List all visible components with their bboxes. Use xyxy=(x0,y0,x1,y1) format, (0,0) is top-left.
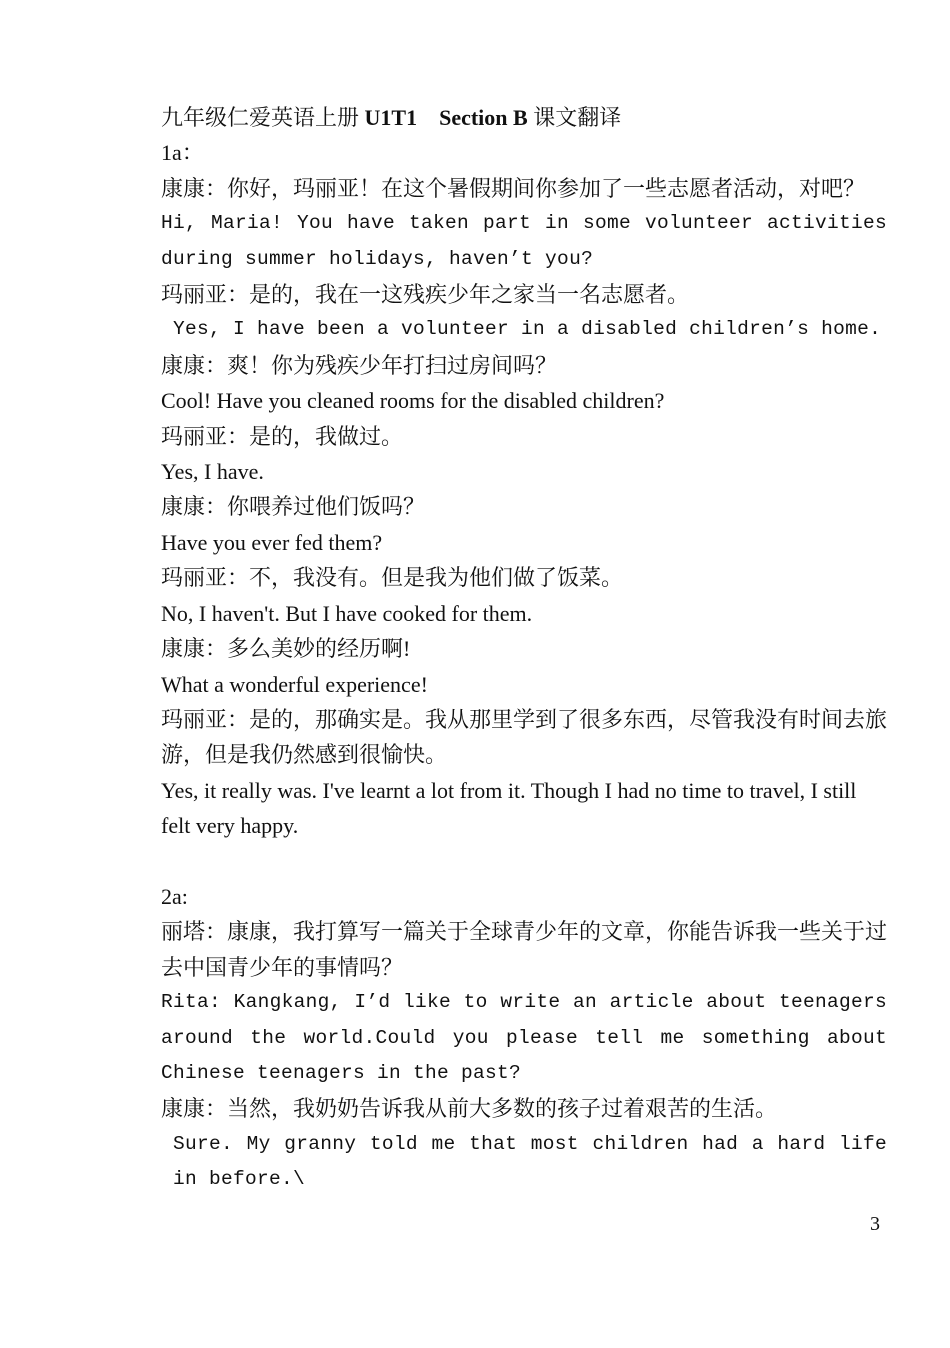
page-number: 3 xyxy=(870,1213,880,1235)
chinese-line: 康康：爽！你为残疾少年打扫过房间吗？ xyxy=(161,352,558,378)
chinese-line: 康康：当然，我奶奶告诉我从前大多数的孩子过着艰苦的生活。 xyxy=(161,1096,778,1122)
english-line: Cool! Have you cleaned rooms for the disabled children? xyxy=(161,388,665,414)
english-line: Yes, it really was. I've learnt a lot from it. Though I had no time to travel, I still felt very happy. xyxy=(161,777,857,839)
chinese-line: 玛丽亚：不，我没有。但是我为他们做了饭菜。 xyxy=(161,565,624,591)
document-body xyxy=(161,100,887,1198)
section-label: 1a： xyxy=(161,140,204,166)
english-line: Yes, I have. xyxy=(161,459,264,485)
english-line: What a wonderful experience! xyxy=(161,671,428,697)
english-line: Rita: Kangkang, I’d like to write an article about teenagers around the world.Could you please tell me something about Chinese teenagers in the past? xyxy=(161,991,887,1084)
english-line: No, I haven't. But I have cooked for them. xyxy=(161,600,533,626)
chinese-line: 康康：多么美妙的经历啊! xyxy=(161,636,411,662)
chinese-line: 康康：你喂养过他们饭吗？ xyxy=(161,494,426,520)
title-bold: U1T1 Section B xyxy=(364,105,528,130)
title-prefix: 九年级仁爱英语上册 xyxy=(161,105,365,130)
chinese-line: 康康：你好，玛丽亚！在这个暑假期间你参加了一些志愿者活动，对吧？ xyxy=(161,175,866,201)
chinese-line: 丽塔：康康，我打算写一篇关于全球青少年的文章，你能告诉我一些关于过去中国青少年的事情吗？ xyxy=(161,919,888,980)
english-line: Hi, Maria! You have taken part in some volunteer activities during summer holidays, haven’t you? xyxy=(161,212,887,270)
section-gap xyxy=(161,844,887,879)
title-suffix: 课文翻译 xyxy=(527,105,622,130)
chinese-line: 玛丽亚：是的，我在一这残疾少年之家当一名志愿者。 xyxy=(161,282,690,308)
english-line: Yes, I have been a volunteer in a disabled children’s home. xyxy=(173,318,882,341)
section-label: 2a: xyxy=(161,883,188,909)
english-line: Have you ever fed them? xyxy=(161,529,383,555)
sections-container xyxy=(161,135,887,1197)
chinese-line: 玛丽亚：是的，那确实是。我从那里学到了很多东西，尽管我没有时间去旅游，但是我仍然感到很愉快。 xyxy=(161,706,888,768)
document-title xyxy=(161,100,887,135)
english-line: Sure. My granny told me that most children had a hard life in before.\ xyxy=(173,1132,887,1191)
chinese-line: 玛丽亚：是的，我做过。 xyxy=(161,423,404,449)
